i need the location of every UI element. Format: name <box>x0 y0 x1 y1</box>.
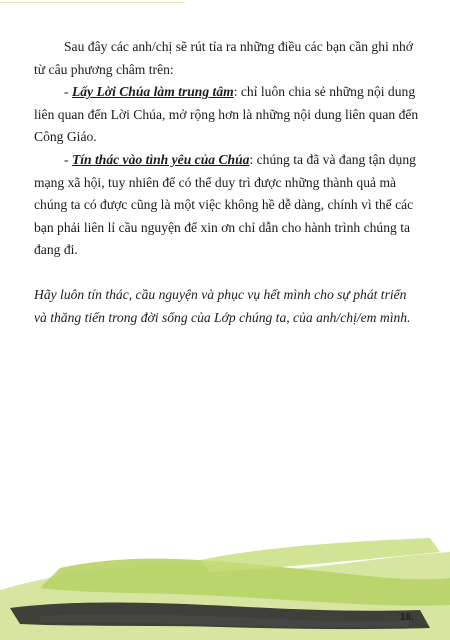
point-prefix: - <box>64 84 72 100</box>
point-highlight: Lấy Lời Chúa làm trung tâm <box>71 84 234 100</box>
page-number: 18. <box>400 612 414 623</box>
point-highlight: Tín thác vào tình yêu của Chúa <box>71 151 250 167</box>
point-prefix: - <box>64 151 72 167</box>
page-body <box>34 36 420 329</box>
point-text: : chúng ta đã và đang tận dụng mạng xã hội, tuy nhiên để có thể duy trì được những thành quả mà chúng ta có được cũng là một việc không hề dễ dàng, chính vì thế các bạn phải liên lỉ cầu nguyện để xin ơn chỉ dẫn cho hành trình chúng ta đang đi. <box>34 151 416 258</box>
closing-exhortation: Hãy luôn tín thác, cầu nguyện và phục vụ hết mình cho sự phát triển và thăng tiến trong đời sống của Lớp chúng ta, của anh/chị/em mình. <box>34 286 411 325</box>
brush-stroke-decoration <box>0 530 450 640</box>
point-word-of-god <box>34 81 420 149</box>
point-text: : chỉ luôn chia sẻ những nội dung liên quan đến Lời Chúa, mở rộng hơn là những nội dung liên quan đến Công Giáo. <box>34 84 419 145</box>
header-rule <box>0 2 185 3</box>
paragraph-gap <box>34 262 420 284</box>
intro-paragraph: Sau đây các anh/chị sẽ rút tỉa ra những điều các bạn cần ghi nhớ từ câu phương châm trên: <box>34 39 413 77</box>
point-trust-in-love <box>34 149 420 262</box>
